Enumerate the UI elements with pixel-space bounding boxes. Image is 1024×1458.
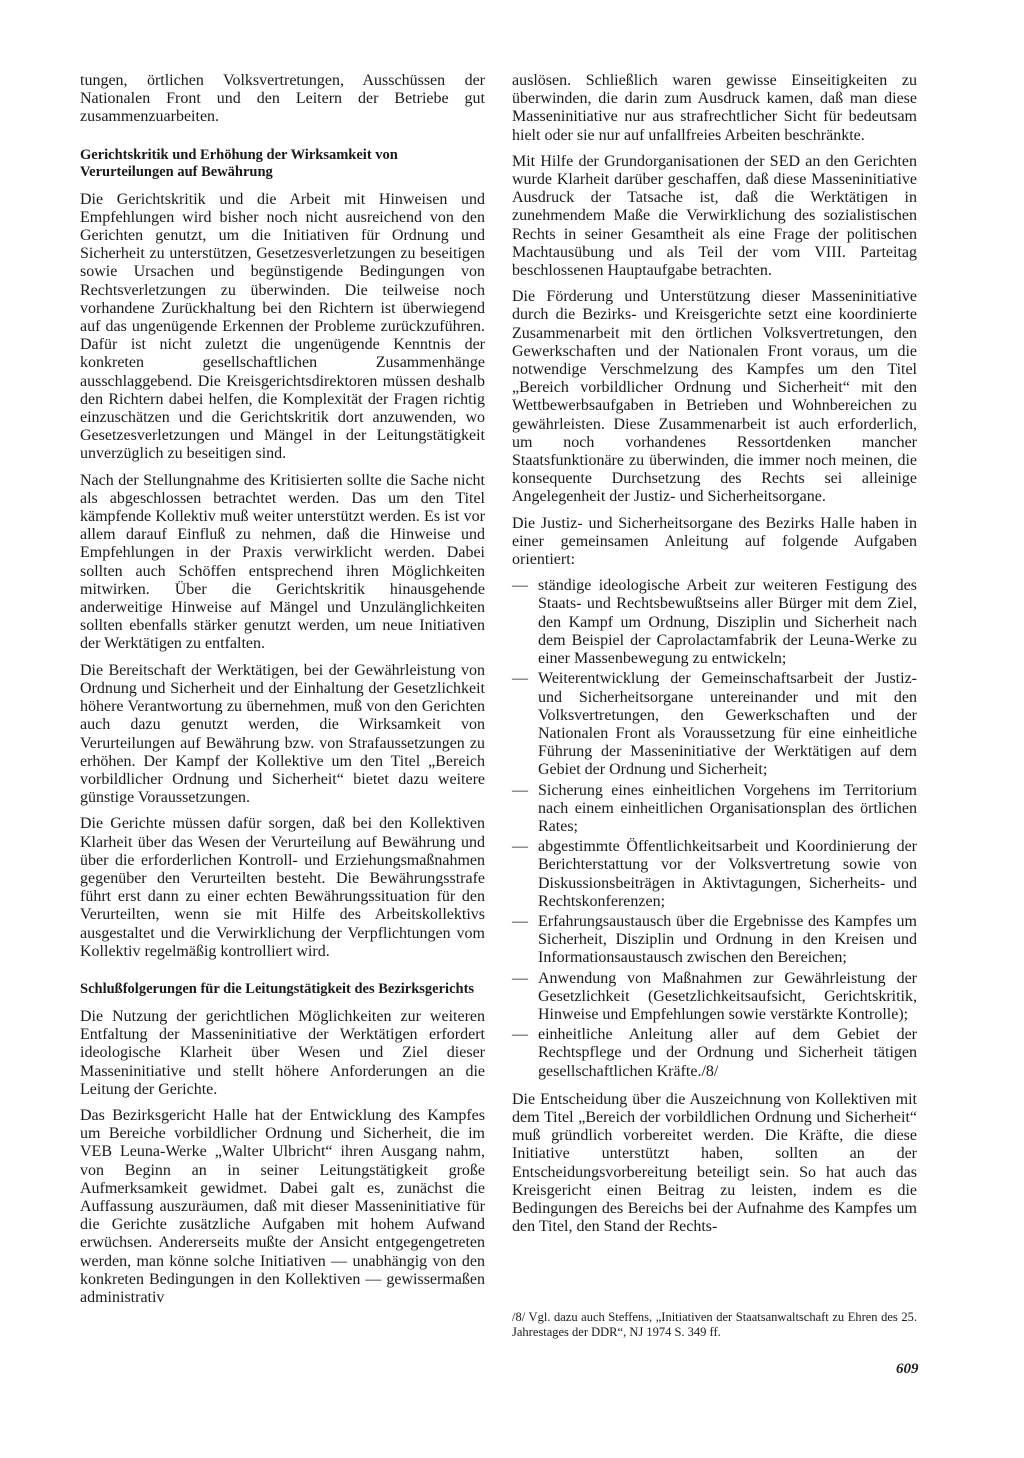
list-item [512, 1026, 917, 1081]
section-heading-schlussfolgerungen: Schlußfolgerungen für die Leitungstätigkeit des Bezirksgerichts [80, 980, 475, 997]
footnote: /8/ Vgl. dazu auch Steffens, „Initiativen der Staatsanwaltschaft zu Ehren des 25. Jahrestages der DDR“, NJ 1974 S. 349 ff. [512, 1310, 917, 1339]
section-heading-gerichtskritik: Gerichtskritik und Erhöhung der Wirksamkeit von Verurteilungen auf Bewährung [80, 146, 398, 180]
page-number: 609 [896, 1361, 919, 1377]
paragraph: Die Nutzung der gerichtlichen Möglichkeiten zur weiteren Entfaltung der Masseninitiative der Werktätigen erfordert ideologische Klarheit über Wesen und Ziel dieser Masseninitiative und stellt höhere Anforderungen an die Leitung der Gerichte. [80, 1007, 485, 1098]
list-item [512, 577, 917, 668]
list-item-text: Weiterentwicklung der Gemeinschaftsarbeit der Justiz- und Sicherheitsorgane untereinander und mit den Volksvertretungen, den Gewerkschaften und der Nationalen Front als Voraussetzung für eine einheitliche Führung der Masseninitiative der Werktätigen auf dem Gebiet der Ordnung und Sicherheit; [538, 670, 917, 779]
list-item-text: ständige ideologische Arbeit zur weiteren Festigung des Staats- und Rechtsbewußtseins aller Bürger mit dem Ziel, den Kampf um Ordnung, Disziplin und Sicherheit nach dem Beispiel der Caprolactamfabrik der Leuna-Werke zu einer Massenbewegung zu entwickeln; [538, 577, 917, 668]
paragraph: tungen, örtlichen Volksvertretungen, Ausschüssen der Nationalen Front und den Leitern der Betriebe gut zusammenzuarbeiten. [80, 72, 485, 126]
paragraph: Die Gerichtskritik und die Arbeit mit Hinweisen und Empfehlungen wird bisher noch nicht ausreichend von den Gerichten genutzt, um die Initiativen für Ordnung und Sicherheit zu unterstützen, Gesetzesverletzungen zu beseitigen sowie Ursachen und begünstigende Bedingungen von Rechtsverletzungen zu überwinden. Die teilweise noch vorhandene Zurückhaltung bei den Richtern ist überwiegend auf das ungenügende Erkennen der Probleme zurückzuführen. Dafür ist nicht zuletzt die ungenügende Kenntnis der konkreten gesellschaftlichen Zusammenhänge ausschlaggebend. Die Kreisgerichtsdirektoren müssen deshalb den Richtern dabei helfen, die Komplexität der Fragen richtig einzuschätzen und die Gerichtskritik dort anzuwenden, wo Gesetzesverletzungen und Mängel in der Leitungstätigkeit unverzüglich zu beseitigen sind. [80, 190, 485, 463]
paragraph: auslösen. Schließlich waren gewisse Einseitigkeiten zu überwinden, die darin zum Ausdruck kamen, daß man diese Masseninitiative nur aus strafrechtlicher Sicht für bedeutsam hielt oder sie nur auf unfallfreies Arbeiten beschränkte. [512, 72, 917, 144]
paragraph: Nach der Stellungnahme des Kritisierten sollte die Sache nicht als abgeschlossen betrachtet werden. Das um den Titel kämpfende Kollektiv muß weiter unterstützt werden. Es ist vor allem darauf Einfluß zu nehmen, daß die Hinweise und Empfehlungen in der Praxis verwirklicht werden. Dabei sollten auch Schöffen entsprechend ihren Möglichkeiten mitwirken. Über die Gerichtskritik hinausgehende anderweitige Hinweise auf Mängel und Unzulänglichkeiten sollten ebenfalls stärker genutzt werden, um neue Initiativen der Werktätigen zu entfalten. [80, 471, 485, 653]
task-list [512, 577, 917, 1080]
dash-bullet: — [512, 1026, 528, 1044]
list-item [512, 970, 917, 1025]
list-item-text: Erfahrungsaustausch über die Ergebnisse des Kampfes um Sicherheit, Disziplin und Ordnung in den Kreisen und Informationsaustausch zwischen den Bereichen; [538, 912, 917, 967]
list-item-text: abgestimmte Öffentlichkeitsarbeit und Koordinierung der Berichterstattung vor der Volksvertretung sowie von Diskussionsbeiträgen in Aktivtagungen, Sicherheits- und Rechtskonferenzen; [538, 838, 917, 910]
dash-bullet: — [512, 969, 528, 987]
list-item-text: Sicherung eines einheitlichen Vorgehens im Territorium nach einem einheitlichen Organisationsplan des örtlichen Rates; [538, 781, 917, 835]
paragraph: Die Förderung und Unterstützung dieser Masseninitiative durch die Bezirks- und Kreisgerichte setzt eine koordinierte Zusammenarbeit mit den örtlichen Volksvertretungen, den Gewerkschaften und der Nationalen Front voraus, um die notwendige Verschmelzung des Kampfes um den Titel „Bereich vorbildlicher Ordnung und Sicherheit“ mit den Wettbewerbsaufgaben in Betrieben und Wohnbereichen zu gewährleisten. Diese Zusammenarbeit ist auch erforderlich, um noch vorhandenes Ressortdenken mancher Staatsfunktionäre zu überwinden, die immer noch meinen, die konsequente Durchsetzung des Rechts sei alleinige Angelegenheit der Justiz- und Sicherheitsorgane. [512, 288, 917, 506]
dash-bullet: — [512, 781, 528, 799]
list-item [512, 670, 917, 779]
paragraph: Die Entscheidung über die Auszeichnung von Kollektiven mit dem Titel „Bereich der vorbildlichen Ordnung und Sicherheit“ muß gründlich vorbereitet werden. Die Kräfte, die diese Initiative unterstützt haben, sollten an der Entscheidungsvorbereitung beteiligt sein. So hat auch das Kreisgericht einen Beitrag zu leisten, indem es die Bedingungen des Bereichs bei der Aufnahme des Kampfes um den Titel, den Stand der Rechts- [512, 1090, 917, 1236]
paragraph: Mit Hilfe der Grundorganisationen der SED an den Gerichten wurde Klarheit darüber geschaffen, daß diese Masseninitiative Ausdruck der Tatsache ist, daß die Werktätigen in zunehmendem Maße die Verwirklichung des sozialistischen Rechts in seiner Gesamtheit als eine Frage der politischen Machtausübung und als Teil der vom VIII. Parteitag beschlossenen Hauptaufgabe betrachten. [512, 152, 917, 280]
dash-bullet: — [512, 670, 528, 688]
paragraph: Das Bezirksgericht Halle hat der Entwicklung des Kampfes um Bereiche vorbildlicher Ordnung und Sicherheit, die im VEB Leuna-Werke „Walter Ulbricht“ ihren Ausgang nahm, von Beginn an in seiner Leitungstätigkeit große Aufmerksamkeit gewidmet. Dabei galt es, zunächst die Auffassung auszuräumen, daß mit dieser Masseninitiative für die Gerichte zusätzliche Aufgaben mit hohem Aufwand erwüchsen. Andererseits mußte der Ansicht entgegengetreten werden, man könne solche Initiativen — unabhängig von den konkreten Bedingungen in den Kollektiven — gewissermaßen administrativ [80, 1106, 485, 1306]
left-column [80, 72, 485, 1315]
list-item-text: einheitliche Anleitung aller auf dem Gebiet der Rechtspflege und der Ordnung und Sicherheit tätigen gesellschaftlichen Kräfte./8/ [538, 1026, 917, 1080]
dash-bullet: — [512, 838, 528, 856]
list-item [512, 838, 917, 911]
dash-bullet: — [512, 912, 528, 930]
list-item [512, 782, 917, 837]
paragraph: Die Bereitschaft der Werktätigen, bei der Gewährleistung von Ordnung und Sicherheit und der Einhaltung der Gesetzlichkeit höhere Verantwortung zu übernehmen, muß von den Gerichten auch dazu genutzt werden, die Wirksamkeit von Verurteilungen auf Bewährung bzw. von Strafaussetzungen zu erhöhen. Der Kampf der Kollektive um den Titel „Bereich vorbildlicher Ordnung und Sicherheit“ bietet dazu weitere günstige Voraussetzungen. [80, 661, 485, 807]
dash-bullet: — [512, 577, 528, 595]
paragraph: Die Gerichte müssen dafür sorgen, daß bei den Kollektiven Klarheit über das Wesen der Verurteilung auf Bewährung und über die erforderlichen Kontroll- und Erziehungsmaßnahmen gegenüber den Verurteilten besteht. Die Bewährungsstrafe führt erst dann zu einer echten Bewährungssituation für den Verurteilten, wenn sie mit Hilfe des Arbeitskollektivs ausgestaltet und die Verwirklichung der Verpflichtungen vom Kollektiv regelmäßig kontrolliert wird. [80, 815, 485, 960]
list-item [512, 913, 917, 968]
list-item-text: Anwendung von Maßnahmen zur Gewährleistung der Gesetzlichkeit (Gesetzlichkeitsaufsicht, Gerichtskritik, Hinweise und Empfehlungen sowie verstärkte Kontrolle); [538, 969, 917, 1023]
paragraph: Die Justiz- und Sicherheitsorgane des Bezirks Halle haben in einer gemeinsamen Anleitung auf folgende Aufgaben orientiert: [512, 514, 917, 569]
right-column [512, 72, 917, 1244]
